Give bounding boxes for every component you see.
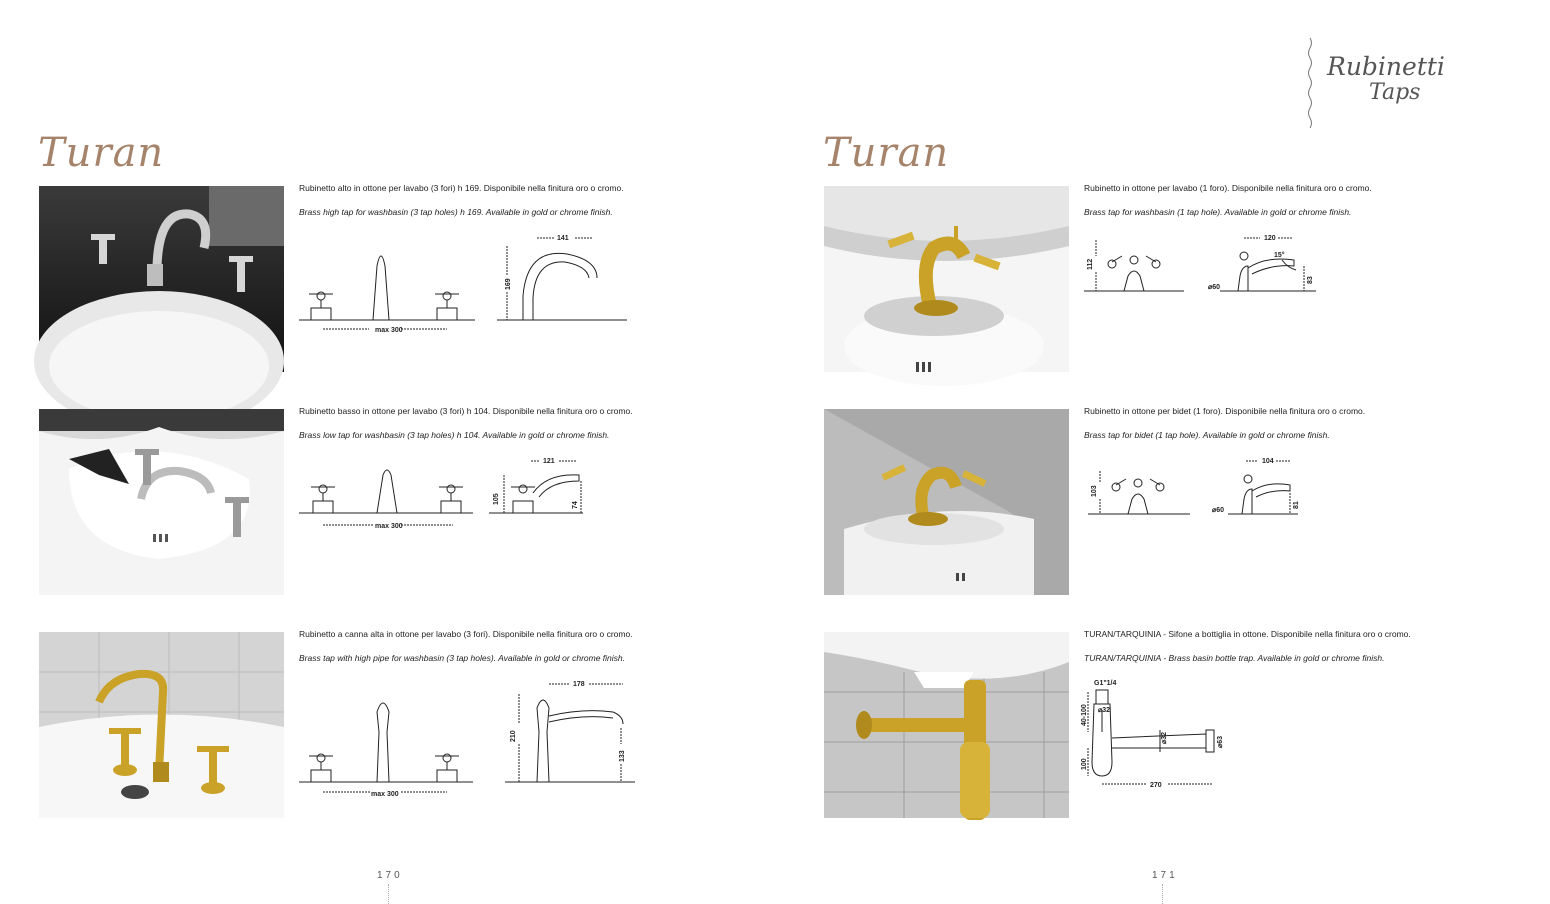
page-number: 171 [1152, 870, 1178, 881]
section-heading [1307, 38, 1445, 128]
product-photo [824, 186, 1069, 372]
section-title-english: Taps [1369, 80, 1421, 105]
dimension-outlet: ⌀32 [1161, 731, 1168, 744]
dimension-spout: 83 [1307, 276, 1314, 284]
product-photo [39, 632, 284, 818]
description-italian: Rubinetto a canna alta in ottone per lavabo (3 fori). Disponibile nella finitura oro o cromo. [299, 629, 633, 639]
section-title-italian: Rubinetti [1327, 52, 1445, 81]
wavy-divider [1307, 38, 1313, 128]
technical-drawing [1082, 672, 1422, 802]
dimension-angle: 15° [1274, 252, 1285, 259]
description-english: Brass tap with high pipe for washbasin (3 tap holes). Available in gold or chrome finish. [299, 653, 626, 663]
dimension-bottom: 100 [1081, 758, 1088, 770]
dimension-spout: 74 [572, 501, 579, 509]
product-photo [39, 186, 284, 372]
dimension-height: 105 [493, 493, 500, 505]
dimension-thread: G1"1/4 [1094, 680, 1117, 687]
product-photo [39, 409, 284, 595]
catalog-page-right [775, 0, 1550, 904]
dimension-base: ⌀60 [1208, 284, 1221, 291]
dimension-height: 103 [1091, 485, 1098, 497]
description-italian: Rubinetto in ottone per bidet (1 foro). Disponibile nella finitura oro o cromo. [1084, 406, 1366, 416]
dimension-height: 169 [505, 278, 512, 290]
dimension-reach: 104 [1262, 458, 1274, 465]
dimension-reach: 120 [1264, 235, 1276, 242]
dimension-reach: 121 [543, 458, 555, 465]
description-english: Brass low tap for washbasin (3 tap holes) h 104. Available in gold or chrome finish. [299, 430, 610, 440]
dimension-pipe: ⌀32 [1098, 707, 1111, 714]
dimension-base: ⌀60 [1212, 507, 1225, 514]
product-photo [824, 632, 1069, 818]
dimension-range: 40-100 [1081, 704, 1088, 726]
dimension-spread: max 300 [371, 791, 399, 798]
technical-drawing [297, 226, 637, 336]
dimension-height: 112 [1087, 258, 1094, 270]
dimension-wall: ⌀63 [1217, 735, 1224, 748]
series-title: Turan [38, 130, 165, 176]
technical-drawing [297, 449, 637, 559]
page-number-tick [388, 884, 389, 904]
series-title: Turan [823, 130, 950, 176]
dimension-spout: 133 [619, 750, 626, 762]
dimension-length: 270 [1150, 782, 1162, 789]
technical-drawing [1082, 449, 1422, 539]
description-english: Brass tap for washbasin (1 tap hole). Available in gold or chrome finish. [1084, 207, 1352, 217]
dimension-reach: 141 [557, 235, 569, 242]
description-italian: TURAN/TARQUINIA - Sifone a bottiglia in ottone. Disponibile nella finitura oro o cromo. [1084, 629, 1411, 639]
technical-drawing [1082, 226, 1422, 316]
dimension-spread: max 300 [375, 523, 403, 530]
description-italian: Rubinetto basso in ottone per lavabo (3 fori) h 104. Disponibile nella finitura oro o cromo. [299, 406, 633, 416]
dimension-height: 210 [510, 730, 517, 742]
dimension-spout: 81 [1293, 501, 1300, 509]
page-number-tick [1162, 884, 1163, 904]
description-italian: Rubinetto in ottone per lavabo (1 foro). Disponibile nella finitura oro o cromo. [1084, 183, 1372, 193]
description-english: Brass high tap for washbasin (3 tap holes) h 169. Available in gold or chrome finish. [299, 207, 613, 217]
description-english: Brass tap for bidet (1 tap hole). Available in gold or chrome finish. [1084, 430, 1330, 440]
product-photo [824, 409, 1069, 595]
description-english: TURAN/TARQUINIA - Brass basin bottle trap. Available in gold or chrome finish. [1084, 653, 1385, 663]
page-number: 170 [377, 870, 403, 881]
technical-drawing [297, 672, 637, 802]
description-italian: Rubinetto alto in ottone per lavabo (3 fori) h 169. Disponibile nella finitura oro o cromo. [299, 183, 624, 193]
dimension-spread: max 300 [375, 327, 403, 334]
dimension-reach: 178 [573, 681, 585, 688]
